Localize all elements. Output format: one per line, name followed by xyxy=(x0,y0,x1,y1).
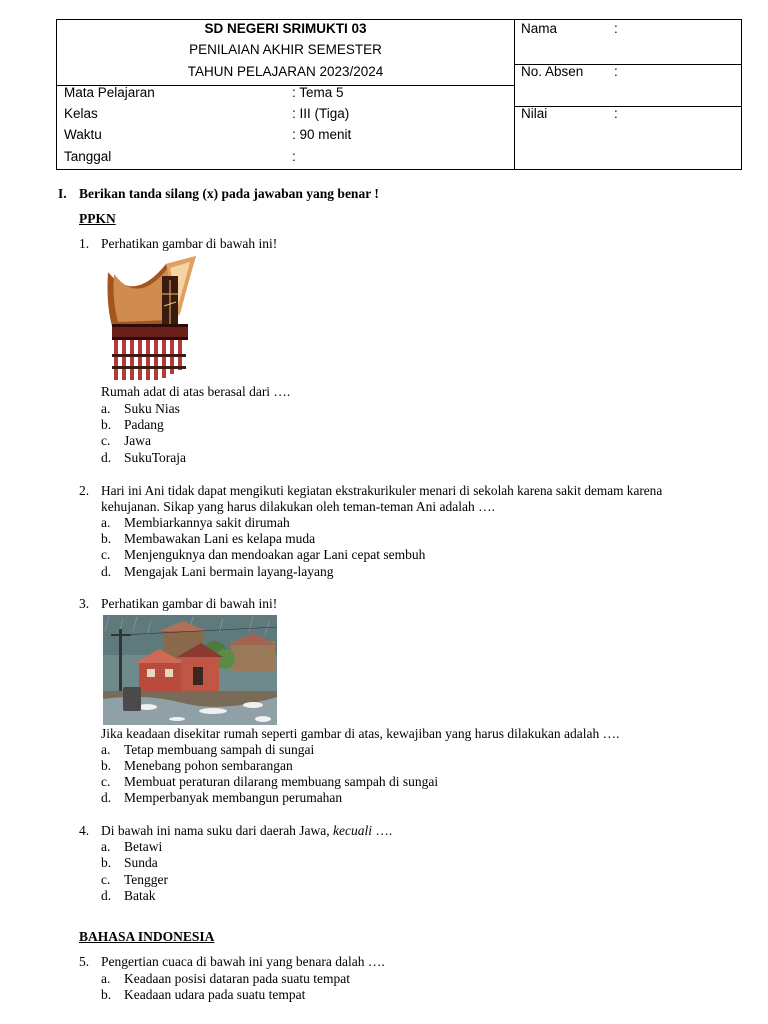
option-letter[interactable]: b. xyxy=(101,531,112,546)
question-text xyxy=(101,823,392,839)
subject-value: : Tema 5 xyxy=(292,85,344,100)
score-label: Nilai xyxy=(521,106,548,121)
option-text[interactable]: Memperbanyak membangun perumahan xyxy=(124,790,343,805)
question-number: 1. xyxy=(79,236,90,251)
option-text[interactable]: Betawi xyxy=(124,839,163,854)
school-year: TAHUN PELAJARAN 2023/2024 xyxy=(187,64,384,79)
section-number: I. xyxy=(58,186,67,201)
option-letter[interactable]: c. xyxy=(101,774,111,789)
school-name: SD NEGERI SRIMUKTI 03 xyxy=(204,21,367,36)
option-letter[interactable]: d. xyxy=(101,888,112,903)
question-text: Perhatikan gambar di bawah ini! xyxy=(101,596,278,611)
exam-name: PENILAIAN AKHIR SEMESTER xyxy=(189,42,382,57)
option-letter[interactable]: a. xyxy=(101,839,111,854)
header-table xyxy=(56,19,742,170)
time-value: : 90 menit xyxy=(292,127,352,142)
option-letter[interactable]: a. xyxy=(101,401,111,416)
option-letter[interactable]: c. xyxy=(101,433,111,448)
option-text[interactable]: SukuToraja xyxy=(124,450,187,465)
question-prompt: Jika keadaan disekitar rumah seperti gambar di atas, kewajiban yang harus dilakukan adalah …. xyxy=(101,726,620,741)
option-text[interactable]: Suku Nias xyxy=(124,401,180,416)
header-left-cell xyxy=(57,20,515,169)
question-text-line2: kehujanan. Sikap yang harus dilakukan oleh teman-teman Ani adalah …. xyxy=(101,499,496,514)
subject-label: Mata Pelajaran xyxy=(64,85,155,100)
subject-ppkn: PPKN xyxy=(79,211,116,226)
option-letter[interactable]: b. xyxy=(101,855,112,870)
option-letter[interactable]: d. xyxy=(101,564,112,579)
time-label: Waktu xyxy=(64,127,102,142)
option-letter[interactable]: d. xyxy=(101,790,112,805)
name-colon: : xyxy=(614,21,618,36)
option-text[interactable]: Tetap membuang sampah di sungai xyxy=(124,742,315,757)
option-letter[interactable]: b. xyxy=(101,758,112,773)
question-text: Perhatikan gambar di bawah ini! xyxy=(101,236,278,251)
option-text[interactable]: Mengajak Lani bermain layang-layang xyxy=(124,564,334,579)
option-letter[interactable]: a. xyxy=(101,515,111,530)
subject-bahasa-indonesia: BAHASA INDONESIA xyxy=(79,929,215,944)
option-text[interactable]: Menebang pohon sembarangan xyxy=(124,758,293,773)
question-number: 5. xyxy=(79,954,90,969)
question-number: 4. xyxy=(79,823,90,838)
question-text: Pengertian cuaca di bawah ini yang benara dalah …. xyxy=(101,954,385,969)
option-letter[interactable]: a. xyxy=(101,971,111,986)
option-text[interactable]: Menjenguknya dan mendoakan agar Lani cepat sembuh xyxy=(124,547,426,562)
date-value: : xyxy=(292,149,296,164)
option-text[interactable]: Membuat peraturan dilarang membuang sampah di sungai xyxy=(124,774,439,789)
absen-label: No. Absen xyxy=(521,64,584,79)
option-text[interactable]: Batak xyxy=(124,888,156,903)
option-letter[interactable]: b. xyxy=(101,417,112,432)
right-divider-2 xyxy=(514,106,741,107)
name-label: Nama xyxy=(521,21,558,36)
date-label: Tanggal xyxy=(64,149,112,164)
option-text[interactable]: Membawakan Lani es kelapa muda xyxy=(124,531,316,546)
question-text-end: …. xyxy=(372,823,393,838)
absen-colon: : xyxy=(614,64,618,79)
option-letter[interactable]: d. xyxy=(101,450,112,465)
class-value: : III (Tiga) xyxy=(292,106,350,121)
section-instruction: Berikan tanda silang (x) pada jawaban yang benar ! xyxy=(79,186,379,201)
option-letter[interactable]: c. xyxy=(101,872,111,887)
option-text[interactable]: Tengger xyxy=(124,872,169,887)
option-text[interactable]: Jawa xyxy=(124,433,151,448)
toraja-house-image xyxy=(104,254,200,382)
option-text[interactable]: Padang xyxy=(124,417,164,432)
option-letter[interactable]: c. xyxy=(101,547,111,562)
question-prompt: Rumah adat di atas berasal dari …. xyxy=(101,384,291,399)
option-text[interactable]: Keadaan posisi dataran pada suatu tempat xyxy=(124,971,351,986)
option-text[interactable]: Membiarkannya sakit dirumah xyxy=(124,515,290,530)
option-letter[interactable]: b. xyxy=(101,987,112,1002)
option-text[interactable]: Sunda xyxy=(124,855,158,870)
score-colon: : xyxy=(614,106,618,121)
question-number: 3. xyxy=(79,596,90,611)
option-letter[interactable]: a. xyxy=(101,742,111,757)
question-text: Hari ini Ani tidak dapat mengikuti kegiatan ekstrakurikuler menari di sekolah karena sakit demam karena xyxy=(101,483,663,498)
question-number: 2. xyxy=(79,483,90,498)
class-label: Kelas xyxy=(64,106,98,121)
option-text[interactable]: Keadaan udara pada suatu tempat xyxy=(124,987,306,1002)
question-text-main: Di bawah ini nama suku dari daerah Jawa, xyxy=(101,823,334,838)
flood-village-image xyxy=(103,615,277,725)
question-text-emphasis: kecuali xyxy=(333,823,373,838)
